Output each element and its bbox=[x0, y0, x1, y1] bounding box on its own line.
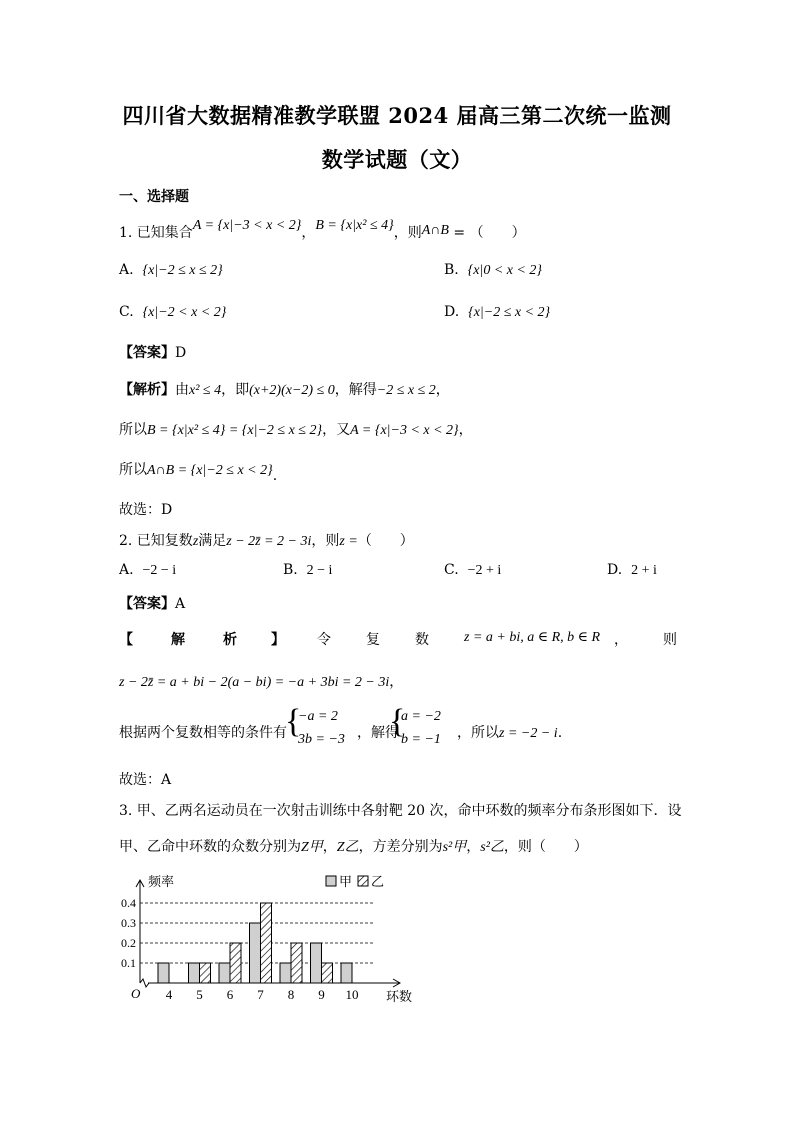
text: 所以 bbox=[119, 422, 147, 438]
legend-swatch-jia bbox=[326, 876, 336, 886]
y-tick-label: 0.3 bbox=[121, 916, 136, 930]
q1-analysis-line3 bbox=[119, 459, 278, 484]
legend-swatch-yi bbox=[358, 876, 368, 886]
y-tick-label: 0.1 bbox=[121, 956, 136, 970]
bar-jia bbox=[250, 923, 261, 983]
axis-break bbox=[140, 979, 149, 987]
option-text: −2 + i bbox=[467, 563, 502, 578]
x-tick-label: 9 bbox=[318, 987, 325, 1002]
system-2-eq-1: a = −2 bbox=[401, 709, 441, 724]
option-label: A. bbox=[119, 262, 134, 278]
q1-option-d bbox=[444, 304, 550, 321]
math: (x+2)(x−2) ≤ 0 bbox=[249, 383, 335, 398]
q1-set-a: A = {x|−3 < x < 2} bbox=[192, 218, 302, 233]
text: 根据两个复数相等的条件有 bbox=[119, 725, 287, 741]
option-text: 2 + i bbox=[631, 563, 657, 578]
frequency-bar-chart bbox=[110, 868, 430, 1008]
math: z = −2 − i bbox=[499, 726, 558, 741]
math: z = a + bi, a ∈ R, b ∈ R bbox=[464, 630, 601, 645]
q2-option-b bbox=[283, 562, 332, 579]
option-label: B. bbox=[444, 262, 459, 278]
text: ，又 bbox=[322, 422, 351, 438]
system-brace: { bbox=[389, 703, 406, 740]
q1-stem-b: ，则 bbox=[393, 225, 422, 241]
text: ，解得 bbox=[334, 382, 377, 398]
math: Z乙 bbox=[336, 840, 359, 855]
math: z = bbox=[339, 534, 358, 549]
math: Z甲 bbox=[301, 840, 323, 855]
answer-value: A bbox=[175, 596, 186, 612]
math: z − 2z̄ = a + bi − 2(a − bi) = −a + 3bi = 2 − 3i bbox=[119, 675, 390, 690]
text: 满足 bbox=[198, 533, 227, 549]
q1-comma: ， bbox=[301, 225, 316, 241]
bar-jia bbox=[219, 963, 230, 983]
answer-value: D bbox=[175, 345, 187, 361]
math: A = {x|−3 < x < 2} bbox=[350, 423, 459, 438]
system-brace: { bbox=[285, 703, 302, 740]
y-tick-label: 0.4 bbox=[121, 896, 136, 910]
text: ，所以 bbox=[457, 725, 499, 741]
text: 令 bbox=[317, 632, 331, 648]
text: ，解得 bbox=[357, 725, 399, 741]
question-1-stem bbox=[119, 218, 526, 242]
x-tick-label: 7 bbox=[257, 987, 264, 1002]
option-text: {x|−2 ≤ x ≤ 2} bbox=[142, 263, 223, 278]
option-text: {x|−2 < x < 2} bbox=[142, 305, 227, 320]
text: 2. 已知复数 bbox=[119, 533, 193, 549]
text: . bbox=[272, 468, 278, 484]
text: ， bbox=[435, 382, 450, 398]
text: . bbox=[557, 725, 563, 741]
text: ，则（ ） bbox=[503, 839, 588, 855]
text: 数 bbox=[415, 632, 429, 648]
system-1-eq-2: 3b = −3 bbox=[298, 732, 345, 747]
q1-option-b bbox=[444, 262, 542, 279]
question-3-line2 bbox=[119, 836, 588, 856]
text: ，方差分别为 bbox=[358, 839, 443, 855]
text: ， 则 bbox=[614, 632, 677, 648]
text: 复 bbox=[366, 632, 380, 648]
bar-yi bbox=[261, 903, 272, 983]
text: ，即 bbox=[221, 382, 250, 398]
x-tick-label: 8 bbox=[287, 987, 295, 1002]
option-label: D. bbox=[444, 304, 460, 320]
option-label: C. bbox=[444, 562, 459, 578]
q1-stem-a: 1. 已知集合 bbox=[119, 225, 193, 241]
bracket: 【 bbox=[119, 632, 133, 648]
system-1-eq-1: −a = 2 bbox=[298, 709, 338, 724]
text: 由 bbox=[175, 382, 189, 398]
x-axis-label: 环数 bbox=[386, 989, 413, 1004]
analysis-label: 【解析】 bbox=[119, 382, 175, 398]
option-label: B. bbox=[283, 562, 298, 578]
text: ， bbox=[389, 674, 404, 690]
text: ， bbox=[458, 422, 473, 438]
q2-option-d bbox=[607, 562, 657, 579]
q1-intersection: A∩B bbox=[421, 223, 449, 238]
y-tick-label: 0.2 bbox=[121, 936, 136, 950]
bar-jia bbox=[189, 963, 200, 983]
q2-analysis-line2 bbox=[119, 671, 403, 691]
math: s²乙 bbox=[480, 840, 504, 855]
text: ，则 bbox=[311, 533, 340, 549]
bar-yi bbox=[291, 943, 302, 983]
x-tick-label: 5 bbox=[196, 987, 203, 1002]
bar-jia bbox=[341, 963, 352, 983]
section-heading: 一、选择题 bbox=[119, 189, 189, 205]
q1-analysis-line1 bbox=[119, 379, 450, 399]
math: z − 2z̄ = 2 − 3i bbox=[226, 534, 312, 549]
math: s²甲 bbox=[442, 840, 467, 855]
answer-label: 【答案】 bbox=[119, 596, 175, 612]
option-text: {x|−2 ≤ x < 2} bbox=[468, 305, 551, 320]
x-tick-label: 4 bbox=[165, 987, 173, 1002]
option-text: {x|0 < x < 2} bbox=[467, 263, 543, 278]
math: z bbox=[192, 534, 199, 549]
origin-label: O bbox=[131, 986, 141, 1001]
math: −2 ≤ x ≤ 2 bbox=[376, 383, 436, 398]
bar-jia bbox=[280, 963, 291, 983]
option-label: C. bbox=[119, 304, 134, 320]
bar-jia bbox=[311, 943, 322, 983]
answer-label: 【答案】 bbox=[119, 345, 175, 361]
q1-option-a bbox=[119, 262, 223, 279]
q2-answer bbox=[119, 593, 185, 613]
math: A∩B = {x|−2 ≤ x < 2} bbox=[147, 463, 273, 478]
text: ， bbox=[322, 839, 337, 855]
text: （ ） bbox=[357, 533, 414, 549]
q1-analysis-line2 bbox=[119, 419, 473, 439]
q2-choice: 故选：A bbox=[119, 772, 172, 788]
legend-label-jia: 甲 bbox=[339, 874, 353, 889]
text: 甲、乙命中环数的众数分别为 bbox=[119, 839, 301, 855]
analysis-char: 解 bbox=[171, 632, 185, 648]
bar-jia bbox=[158, 963, 169, 983]
text: ， bbox=[466, 839, 481, 855]
option-label: D. bbox=[607, 562, 623, 578]
question-3-line1: 3. 甲、乙两名运动员在一次射击训练中各射靶 20 次，命中环数的频率分布条形图如下．设 bbox=[119, 803, 682, 819]
option-text: −2 − i bbox=[142, 563, 177, 578]
q1-set-b: B = {x|x² ≤ 4} bbox=[315, 218, 394, 233]
math: x² ≤ 4 bbox=[189, 383, 222, 398]
bar-yi bbox=[322, 963, 333, 983]
system-2-eq-2: b = −1 bbox=[401, 732, 441, 747]
legend-label-yi: 乙 bbox=[371, 874, 385, 889]
q1-answer bbox=[119, 342, 186, 362]
bar-yi bbox=[230, 943, 241, 983]
analysis-char: 析 bbox=[223, 632, 237, 648]
x-tick-label: 6 bbox=[226, 987, 234, 1002]
q1-stem-c: = （ ） bbox=[448, 225, 526, 241]
option-label: A. bbox=[119, 562, 134, 578]
q2-option-c bbox=[444, 562, 501, 579]
q2-option-a bbox=[119, 562, 176, 579]
page-title: 四川省大数据精准教学联盟 2024 届高三第二次统一监测 bbox=[122, 103, 672, 128]
q1-choice: 故选：D bbox=[119, 502, 173, 518]
question-2-stem bbox=[119, 530, 414, 550]
bracket: 】 bbox=[271, 632, 285, 648]
page-subtitle: 数学试题（文） bbox=[321, 147, 473, 172]
math: B = {x|x² ≤ 4} = {x|−2 ≤ x ≤ 2} bbox=[147, 423, 323, 438]
q1-option-c bbox=[119, 304, 226, 321]
x-tick-label: 10 bbox=[345, 987, 359, 1002]
bar-yi bbox=[200, 963, 211, 983]
option-text: 2 − i bbox=[306, 563, 333, 578]
text: 所以 bbox=[119, 462, 147, 478]
y-axis-label: 频率 bbox=[148, 874, 175, 889]
